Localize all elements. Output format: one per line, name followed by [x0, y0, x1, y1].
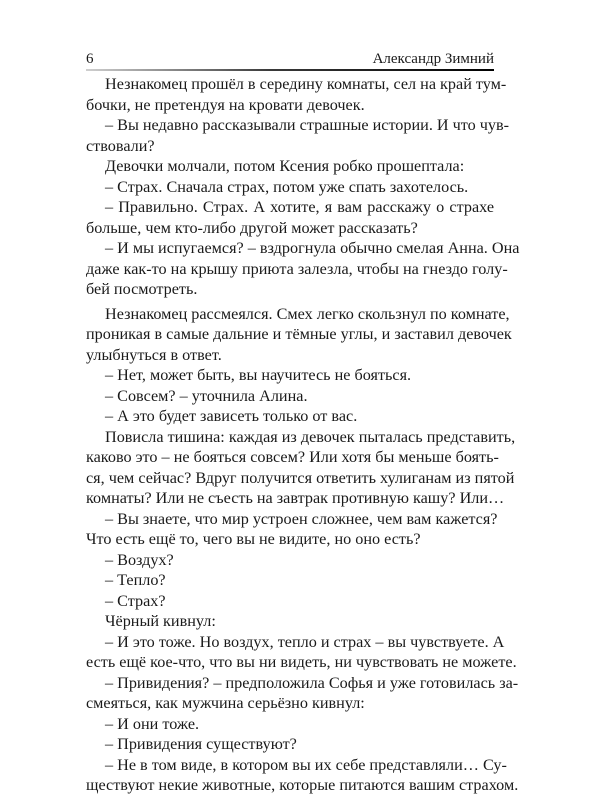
text-line: бей посмотреть. [86, 280, 198, 298]
text-line: Незнакомец прошёл в середину комнаты, сел на край тум- [105, 75, 507, 93]
text-line: бочки, не претендуя на кровати девочек. [86, 95, 365, 114]
text-line: даже как-то на крышу приюта залезла, чтобы на гнездо голу- [86, 259, 508, 278]
text-line: Повисла тишина: каждая из девочек пыталась представить, [105, 427, 516, 446]
text-line: комнаты? Или не съесть на завтрак противную кашу? Или… [86, 489, 505, 507]
text-line: проникая в самые дальние и тёмные углы, и заставил девочек [86, 325, 512, 343]
text-line: – Страх? [105, 591, 166, 610]
text-line: – И они тоже. [105, 714, 200, 733]
text-line: – Воздух? [105, 550, 174, 569]
text-line: ществуют некие животные, которые питаются вашим страхом. [86, 776, 519, 794]
text-line: – Вы знаете, что мир устроен сложнее, чем вам кажется? [105, 509, 498, 528]
text-line: Незнакомец рассмеялся. Смех легко скользнул по комнате, [105, 304, 510, 323]
text-line: смеяться, как мужчина серьёзно кивнул: [86, 694, 365, 712]
text-line: – Правильно. Страх. А хотите, я вам расскажу о страхе [105, 198, 494, 216]
text-line: Чёрный кивнул: [105, 612, 216, 630]
text-line: – Совсем? – уточнила Алина. [105, 386, 308, 405]
text-line: каково это – не бояться совсем? Или хотя бы меньше боять- [86, 448, 499, 466]
text-line: – Привидения? – предположила Софья и уже готовилась за- [105, 673, 519, 692]
page-header [86, 50, 494, 68]
text-line: ствовали? [86, 136, 155, 155]
text-line: Что есть ещё то, чего вы не видите, но оно есть? [86, 530, 421, 548]
text-line: – Страх. Сначала страх, потом уже спать захотелось. [105, 177, 469, 196]
text-line: – Привидения существуют? [105, 735, 297, 753]
text-line: – И это тоже. Но воздух, тепло и страх – вы чувствуете. А [105, 632, 505, 651]
text-line: ся, чем сейчас? Вдруг получится ответить хулиганам из пятой [86, 468, 515, 487]
text-line: – Вы недавно рассказывали страшные истории. И что чув- [105, 116, 510, 134]
page-number: 6 [86, 51, 94, 67]
text-line: больше, чем кто-либо другой может рассказать? [86, 218, 418, 237]
text-line: – Тепло? [105, 571, 166, 589]
text-line: – Не в том виде, в котором вы их себе представляли… Су- [105, 755, 507, 774]
text-line: – И мы испугаемся? – вздрогнула обычно смелая Анна. Она [105, 239, 520, 257]
body-text [86, 74, 520, 796]
text-line: есть ещё кое-что, что вы ни видеть, ни чувствовать не можете. [86, 653, 517, 671]
header-rule [86, 69, 494, 71]
text-line: Девочки молчали, потом Ксения робко прошептала: [105, 157, 465, 175]
text-line: – Нет, может быть, вы научитесь не бояться. [105, 366, 412, 384]
text-line: улыбнуться в ответ. [86, 345, 222, 364]
text-line: – А это будет зависеть только от вас. [105, 407, 358, 425]
running-title-author: Александр Зимний [372, 51, 494, 67]
